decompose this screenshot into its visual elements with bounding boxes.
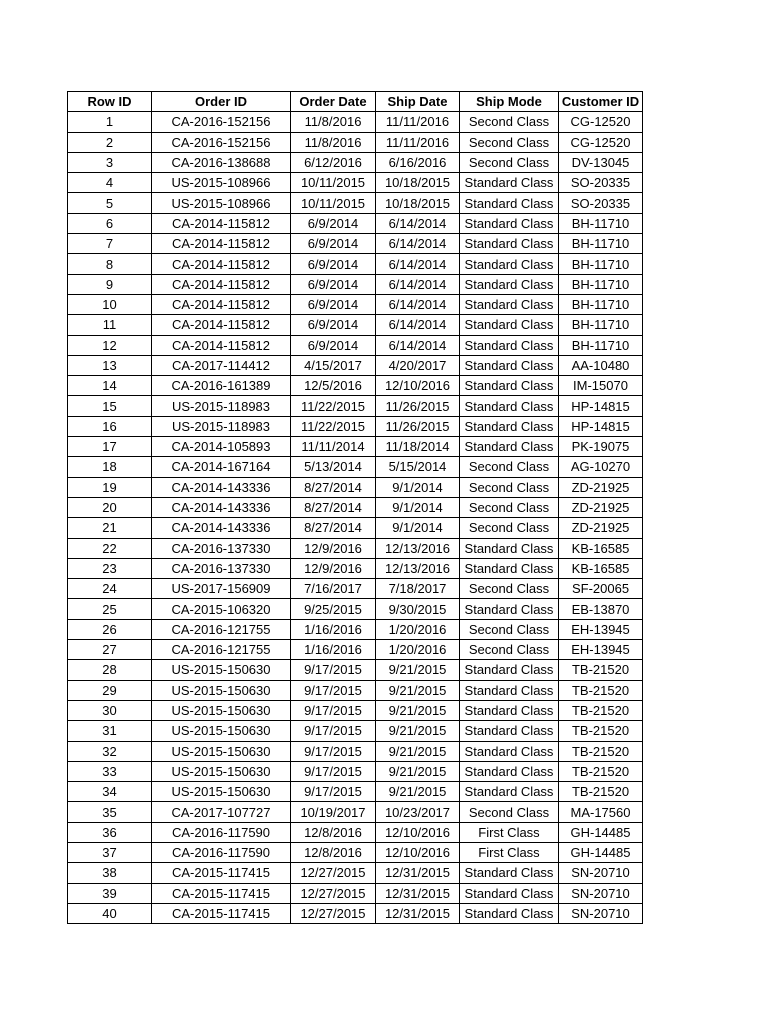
cell-ship-date: 11/18/2014 <box>376 437 460 457</box>
header-order-date: Order Date <box>291 92 376 112</box>
cell-ship-mode: Standard Class <box>460 761 559 781</box>
cell-order-id: CA-2014-143336 <box>152 497 291 517</box>
cell-ship-mode: Standard Class <box>460 234 559 254</box>
cell-order-date: 6/9/2014 <box>291 294 376 314</box>
cell-order-id: US-2015-150630 <box>152 741 291 761</box>
cell-customer-id: TB-21520 <box>559 741 643 761</box>
cell-customer-id: EH-13945 <box>559 619 643 639</box>
cell-order-id: CA-2017-107727 <box>152 802 291 822</box>
cell-ship-date: 5/15/2014 <box>376 457 460 477</box>
cell-order-date: 6/12/2016 <box>291 152 376 172</box>
cell-order-id: CA-2014-115812 <box>152 234 291 254</box>
cell-customer-id: SO-20335 <box>559 173 643 193</box>
cell-row-id: 19 <box>68 477 152 497</box>
cell-order-date: 6/9/2014 <box>291 335 376 355</box>
cell-row-id: 27 <box>68 640 152 660</box>
cell-ship-mode: Second Class <box>460 132 559 152</box>
cell-order-date: 6/9/2014 <box>291 315 376 335</box>
cell-ship-mode: Standard Class <box>460 396 559 416</box>
cell-row-id: 40 <box>68 903 152 923</box>
cell-ship-mode: Second Class <box>460 477 559 497</box>
cell-customer-id: BH-11710 <box>559 315 643 335</box>
cell-order-date: 9/25/2015 <box>291 599 376 619</box>
cell-ship-date: 9/21/2015 <box>376 680 460 700</box>
cell-ship-date: 12/10/2016 <box>376 842 460 862</box>
cell-order-date: 12/5/2016 <box>291 376 376 396</box>
cell-ship-mode: Second Class <box>460 640 559 660</box>
cell-customer-id: ZD-21925 <box>559 497 643 517</box>
cell-row-id: 31 <box>68 721 152 741</box>
cell-ship-mode: Standard Class <box>460 538 559 558</box>
cell-ship-mode: Standard Class <box>460 599 559 619</box>
cell-ship-date: 12/31/2015 <box>376 863 460 883</box>
cell-ship-mode: Standard Class <box>460 741 559 761</box>
cell-row-id: 6 <box>68 213 152 233</box>
cell-customer-id: GH-14485 <box>559 822 643 842</box>
cell-order-id: CA-2016-117590 <box>152 822 291 842</box>
cell-row-id: 32 <box>68 741 152 761</box>
cell-order-id: CA-2016-137330 <box>152 538 291 558</box>
table-row <box>68 152 643 172</box>
cell-ship-mode: Standard Class <box>460 213 559 233</box>
cell-order-date: 6/9/2014 <box>291 213 376 233</box>
cell-ship-date: 6/14/2014 <box>376 234 460 254</box>
cell-order-date: 6/9/2014 <box>291 234 376 254</box>
cell-order-date: 9/17/2015 <box>291 741 376 761</box>
cell-order-id: CA-2014-143336 <box>152 518 291 538</box>
cell-customer-id: TB-21520 <box>559 721 643 741</box>
cell-row-id: 2 <box>68 132 152 152</box>
cell-row-id: 18 <box>68 457 152 477</box>
cell-ship-mode: Standard Class <box>460 193 559 213</box>
cell-row-id: 5 <box>68 193 152 213</box>
cell-order-id: US-2017-156909 <box>152 579 291 599</box>
cell-order-date: 12/9/2016 <box>291 558 376 578</box>
cell-ship-date: 9/21/2015 <box>376 782 460 802</box>
cell-ship-date: 11/11/2016 <box>376 112 460 132</box>
cell-order-id: US-2015-108966 <box>152 173 291 193</box>
cell-order-id: CA-2014-115812 <box>152 294 291 314</box>
cell-ship-date: 7/18/2017 <box>376 579 460 599</box>
cell-ship-mode: Standard Class <box>460 335 559 355</box>
cell-order-date: 10/11/2015 <box>291 173 376 193</box>
cell-order-date: 8/27/2014 <box>291 518 376 538</box>
cell-row-id: 13 <box>68 355 152 375</box>
cell-row-id: 15 <box>68 396 152 416</box>
cell-order-date: 6/9/2014 <box>291 274 376 294</box>
cell-order-date: 9/17/2015 <box>291 680 376 700</box>
cell-ship-date: 9/1/2014 <box>376 518 460 538</box>
cell-customer-id: BH-11710 <box>559 234 643 254</box>
table-row <box>68 680 643 700</box>
cell-ship-date: 12/10/2016 <box>376 822 460 842</box>
cell-row-id: 12 <box>68 335 152 355</box>
header-customer-id: Customer ID <box>559 92 643 112</box>
cell-order-id: CA-2014-115812 <box>152 335 291 355</box>
cell-row-id: 34 <box>68 782 152 802</box>
cell-order-id: CA-2014-143336 <box>152 477 291 497</box>
table-row <box>68 173 643 193</box>
cell-order-date: 12/8/2016 <box>291 842 376 862</box>
cell-row-id: 30 <box>68 700 152 720</box>
cell-customer-id: SN-20710 <box>559 883 643 903</box>
table-row <box>68 619 643 639</box>
cell-order-id: CA-2016-152156 <box>152 112 291 132</box>
cell-ship-date: 9/21/2015 <box>376 761 460 781</box>
cell-order-date: 1/16/2016 <box>291 640 376 660</box>
cell-ship-date: 6/14/2014 <box>376 294 460 314</box>
cell-ship-mode: Standard Class <box>460 680 559 700</box>
cell-order-date: 1/16/2016 <box>291 619 376 639</box>
cell-ship-date: 6/14/2014 <box>376 274 460 294</box>
cell-ship-date: 12/13/2016 <box>376 558 460 578</box>
cell-ship-date: 12/31/2015 <box>376 883 460 903</box>
cell-order-date: 12/9/2016 <box>291 538 376 558</box>
cell-ship-date: 9/1/2014 <box>376 477 460 497</box>
cell-ship-mode: Second Class <box>460 518 559 538</box>
cell-ship-date: 9/21/2015 <box>376 721 460 741</box>
table-row <box>68 863 643 883</box>
cell-order-id: CA-2017-114412 <box>152 355 291 375</box>
cell-customer-id: HP-14815 <box>559 396 643 416</box>
cell-row-id: 3 <box>68 152 152 172</box>
cell-ship-date: 12/31/2015 <box>376 903 460 923</box>
cell-ship-mode: Standard Class <box>460 863 559 883</box>
cell-row-id: 25 <box>68 599 152 619</box>
cell-ship-mode: First Class <box>460 842 559 862</box>
cell-ship-date: 6/14/2014 <box>376 254 460 274</box>
cell-row-id: 29 <box>68 680 152 700</box>
table-row <box>68 274 643 294</box>
table-row <box>68 802 643 822</box>
cell-customer-id: BH-11710 <box>559 213 643 233</box>
cell-customer-id: SF-20065 <box>559 579 643 599</box>
cell-row-id: 17 <box>68 437 152 457</box>
cell-ship-mode: Standard Class <box>460 294 559 314</box>
cell-customer-id: ZD-21925 <box>559 477 643 497</box>
cell-row-id: 22 <box>68 538 152 558</box>
cell-ship-date: 9/21/2015 <box>376 660 460 680</box>
cell-customer-id: PK-19075 <box>559 437 643 457</box>
cell-ship-mode: Standard Class <box>460 782 559 802</box>
table-row <box>68 700 643 720</box>
cell-ship-mode: Second Class <box>460 579 559 599</box>
cell-customer-id: ZD-21925 <box>559 518 643 538</box>
cell-customer-id: HP-14815 <box>559 416 643 436</box>
table-row <box>68 497 643 517</box>
cell-ship-mode: First Class <box>460 822 559 842</box>
cell-order-date: 11/22/2015 <box>291 396 376 416</box>
cell-row-id: 33 <box>68 761 152 781</box>
cell-customer-id: KB-16585 <box>559 538 643 558</box>
cell-order-id: CA-2014-115812 <box>152 213 291 233</box>
cell-order-id: US-2015-150630 <box>152 761 291 781</box>
header-ship-mode: Ship Mode <box>460 92 559 112</box>
cell-customer-id: EH-13945 <box>559 640 643 660</box>
header-ship-date: Ship Date <box>376 92 460 112</box>
cell-order-id: US-2015-150630 <box>152 721 291 741</box>
cell-ship-date: 12/10/2016 <box>376 376 460 396</box>
cell-order-date: 10/19/2017 <box>291 802 376 822</box>
cell-order-id: CA-2014-115812 <box>152 315 291 335</box>
table-row <box>68 741 643 761</box>
cell-order-id: US-2015-118983 <box>152 396 291 416</box>
cell-order-date: 9/17/2015 <box>291 660 376 680</box>
cell-customer-id: SN-20710 <box>559 903 643 923</box>
cell-ship-date: 1/20/2016 <box>376 640 460 660</box>
header-order-id: Order ID <box>152 92 291 112</box>
table-row <box>68 721 643 741</box>
cell-row-id: 28 <box>68 660 152 680</box>
table-row <box>68 254 643 274</box>
cell-ship-date: 11/26/2015 <box>376 416 460 436</box>
table-row <box>68 599 643 619</box>
cell-ship-mode: Standard Class <box>460 274 559 294</box>
table-row <box>68 315 643 335</box>
table-row <box>68 457 643 477</box>
cell-ship-mode: Standard Class <box>460 254 559 274</box>
cell-order-id: CA-2016-138688 <box>152 152 291 172</box>
cell-ship-mode: Standard Class <box>460 883 559 903</box>
table-row <box>68 132 643 152</box>
table-row <box>68 538 643 558</box>
cell-order-id: US-2015-150630 <box>152 700 291 720</box>
cell-order-id: CA-2014-115812 <box>152 254 291 274</box>
cell-customer-id: EB-13870 <box>559 599 643 619</box>
table-row <box>68 558 643 578</box>
cell-row-id: 35 <box>68 802 152 822</box>
table-row <box>68 883 643 903</box>
cell-order-date: 11/8/2016 <box>291 112 376 132</box>
cell-order-date: 12/27/2015 <box>291 903 376 923</box>
cell-customer-id: TB-21520 <box>559 782 643 802</box>
cell-order-id: CA-2014-115812 <box>152 274 291 294</box>
cell-order-id: CA-2015-117415 <box>152 883 291 903</box>
cell-ship-mode: Second Class <box>460 619 559 639</box>
cell-ship-date: 6/14/2014 <box>376 315 460 335</box>
cell-customer-id: KB-16585 <box>559 558 643 578</box>
cell-order-date: 9/17/2015 <box>291 761 376 781</box>
cell-order-id: US-2015-118983 <box>152 416 291 436</box>
cell-order-date: 12/8/2016 <box>291 822 376 842</box>
cell-row-id: 8 <box>68 254 152 274</box>
cell-order-id: US-2015-150630 <box>152 680 291 700</box>
cell-ship-mode: Second Class <box>460 152 559 172</box>
cell-ship-date: 9/21/2015 <box>376 700 460 720</box>
cell-customer-id: SO-20335 <box>559 193 643 213</box>
cell-row-id: 20 <box>68 497 152 517</box>
cell-order-date: 6/9/2014 <box>291 254 376 274</box>
cell-row-id: 21 <box>68 518 152 538</box>
cell-order-date: 12/27/2015 <box>291 883 376 903</box>
cell-order-id: CA-2014-167164 <box>152 457 291 477</box>
cell-order-date: 5/13/2014 <box>291 457 376 477</box>
cell-order-id: CA-2016-121755 <box>152 640 291 660</box>
cell-ship-date: 1/20/2016 <box>376 619 460 639</box>
cell-order-id: US-2015-150630 <box>152 660 291 680</box>
cell-customer-id: BH-11710 <box>559 335 643 355</box>
cell-order-date: 8/27/2014 <box>291 497 376 517</box>
table-row <box>68 112 643 132</box>
header-row-id: Row ID <box>68 92 152 112</box>
cell-order-date: 4/15/2017 <box>291 355 376 375</box>
cell-order-id: CA-2015-117415 <box>152 903 291 923</box>
cell-row-id: 7 <box>68 234 152 254</box>
cell-order-id: CA-2016-121755 <box>152 619 291 639</box>
cell-row-id: 39 <box>68 883 152 903</box>
cell-row-id: 23 <box>68 558 152 578</box>
cell-order-date: 11/22/2015 <box>291 416 376 436</box>
cell-ship-mode: Second Class <box>460 457 559 477</box>
cell-customer-id: SN-20710 <box>559 863 643 883</box>
cell-customer-id: AA-10480 <box>559 355 643 375</box>
cell-ship-date: 11/11/2016 <box>376 132 460 152</box>
cell-customer-id: AG-10270 <box>559 457 643 477</box>
table-row <box>68 640 643 660</box>
table-row <box>68 294 643 314</box>
table-row <box>68 518 643 538</box>
cell-customer-id: TB-21520 <box>559 700 643 720</box>
table-row <box>68 213 643 233</box>
cell-customer-id: BH-11710 <box>559 254 643 274</box>
cell-ship-date: 10/18/2015 <box>376 193 460 213</box>
cell-ship-date: 6/16/2016 <box>376 152 460 172</box>
cell-order-date: 9/17/2015 <box>291 782 376 802</box>
cell-ship-mode: Standard Class <box>460 355 559 375</box>
cell-ship-date: 4/20/2017 <box>376 355 460 375</box>
header-row <box>68 92 643 112</box>
cell-row-id: 16 <box>68 416 152 436</box>
cell-customer-id: BH-11710 <box>559 274 643 294</box>
cell-order-date: 7/16/2017 <box>291 579 376 599</box>
cell-row-id: 38 <box>68 863 152 883</box>
cell-ship-mode: Standard Class <box>460 416 559 436</box>
table-row <box>68 782 643 802</box>
cell-customer-id: DV-13045 <box>559 152 643 172</box>
cell-order-date: 10/11/2015 <box>291 193 376 213</box>
cell-ship-mode: Standard Class <box>460 903 559 923</box>
table-row <box>68 822 643 842</box>
cell-order-id: CA-2016-152156 <box>152 132 291 152</box>
table-row <box>68 335 643 355</box>
orders-table <box>67 91 643 924</box>
cell-row-id: 24 <box>68 579 152 599</box>
cell-ship-mode: Standard Class <box>460 315 559 335</box>
cell-order-date: 11/11/2014 <box>291 437 376 457</box>
cell-row-id: 14 <box>68 376 152 396</box>
cell-order-id: CA-2015-106320 <box>152 599 291 619</box>
cell-order-date: 11/8/2016 <box>291 132 376 152</box>
cell-ship-mode: Standard Class <box>460 558 559 578</box>
cell-order-id: CA-2016-161389 <box>152 376 291 396</box>
cell-customer-id: BH-11710 <box>559 294 643 314</box>
cell-order-id: CA-2014-105893 <box>152 437 291 457</box>
cell-order-date: 12/27/2015 <box>291 863 376 883</box>
table-row <box>68 437 643 457</box>
cell-order-id: CA-2016-117590 <box>152 842 291 862</box>
table-row <box>68 355 643 375</box>
cell-ship-mode: Standard Class <box>460 700 559 720</box>
cell-row-id: 37 <box>68 842 152 862</box>
table-row <box>68 903 643 923</box>
cell-row-id: 4 <box>68 173 152 193</box>
cell-customer-id: TB-21520 <box>559 761 643 781</box>
table-row <box>68 396 643 416</box>
table-row <box>68 193 643 213</box>
cell-ship-date: 11/26/2015 <box>376 396 460 416</box>
cell-ship-mode: Standard Class <box>460 721 559 741</box>
cell-customer-id: TB-21520 <box>559 660 643 680</box>
cell-order-date: 9/17/2015 <box>291 721 376 741</box>
cell-row-id: 36 <box>68 822 152 842</box>
cell-row-id: 9 <box>68 274 152 294</box>
cell-row-id: 10 <box>68 294 152 314</box>
table-row <box>68 376 643 396</box>
cell-customer-id: IM-15070 <box>559 376 643 396</box>
table-row <box>68 660 643 680</box>
cell-ship-date: 12/13/2016 <box>376 538 460 558</box>
cell-row-id: 1 <box>68 112 152 132</box>
cell-customer-id: GH-14485 <box>559 842 643 862</box>
cell-row-id: 11 <box>68 315 152 335</box>
table-row <box>68 842 643 862</box>
cell-ship-date: 10/18/2015 <box>376 173 460 193</box>
cell-order-date: 8/27/2014 <box>291 477 376 497</box>
cell-order-id: US-2015-108966 <box>152 193 291 213</box>
cell-order-id: US-2015-150630 <box>152 782 291 802</box>
cell-row-id: 26 <box>68 619 152 639</box>
cell-customer-id: TB-21520 <box>559 680 643 700</box>
cell-ship-mode: Standard Class <box>460 660 559 680</box>
cell-ship-date: 9/1/2014 <box>376 497 460 517</box>
table-row <box>68 761 643 781</box>
cell-customer-id: CG-12520 <box>559 132 643 152</box>
cell-ship-date: 9/21/2015 <box>376 741 460 761</box>
cell-ship-date: 6/14/2014 <box>376 213 460 233</box>
cell-ship-date: 6/14/2014 <box>376 335 460 355</box>
table-body <box>68 112 643 924</box>
table-row <box>68 477 643 497</box>
cell-ship-mode: Second Class <box>460 112 559 132</box>
cell-customer-id: MA-17560 <box>559 802 643 822</box>
table-row <box>68 234 643 254</box>
cell-ship-mode: Second Class <box>460 802 559 822</box>
cell-ship-mode: Second Class <box>460 497 559 517</box>
cell-customer-id: CG-12520 <box>559 112 643 132</box>
cell-ship-date: 10/23/2017 <box>376 802 460 822</box>
cell-ship-mode: Standard Class <box>460 173 559 193</box>
cell-order-id: CA-2016-137330 <box>152 558 291 578</box>
cell-order-date: 9/17/2015 <box>291 700 376 720</box>
cell-order-id: CA-2015-117415 <box>152 863 291 883</box>
cell-ship-date: 9/30/2015 <box>376 599 460 619</box>
table-row <box>68 579 643 599</box>
cell-ship-mode: Standard Class <box>460 437 559 457</box>
cell-ship-mode: Standard Class <box>460 376 559 396</box>
table-row <box>68 416 643 436</box>
